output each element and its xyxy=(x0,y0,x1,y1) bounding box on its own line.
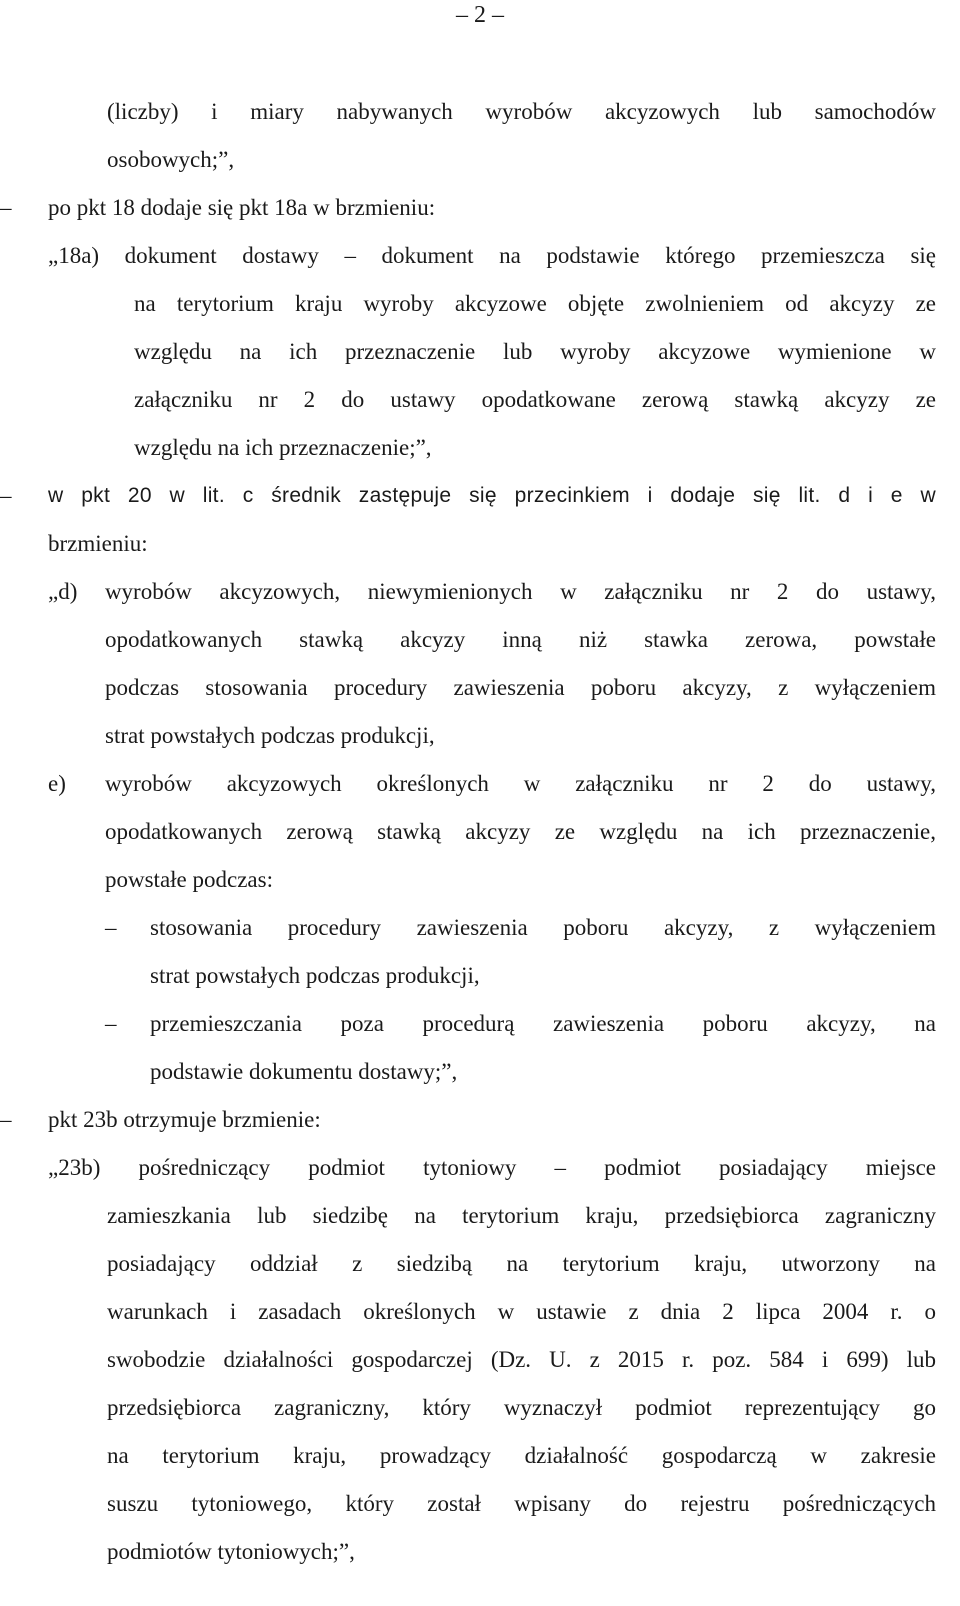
text-line: „23b) pośredniczący podmiot tytoniowy – podmiot posiadający miejsce xyxy=(48,1155,936,1180)
text-line: strat powstałych podczas produkcji, xyxy=(105,723,435,748)
text-line: zamieszkania lub siedzibę na terytorium kraju, przedsiębiorca zagraniczny xyxy=(107,1203,936,1228)
text-line: w pkt 20 w lit. c średnik zastępuje się przecinkiem i dodaje się lit. d i e w xyxy=(48,484,936,507)
text-line: załączniku nr 2 do ustawy opodatkowane zerową stawką akcyzy ze xyxy=(134,387,936,412)
text-line: względu na ich przeznaczenie;”, xyxy=(134,435,432,460)
list-dash: – xyxy=(0,483,12,508)
text-line: stosowania procedury zawieszenia poboru akcyzy, z wyłączeniem xyxy=(150,915,936,940)
list-marker: e) xyxy=(48,771,66,796)
text-line: pkt 23b otrzymuje brzmienie: xyxy=(48,1107,321,1132)
text-line: „18a) dokument dostawy – dokument na podstawie którego przemieszcza się xyxy=(48,243,936,268)
text-line: osobowych;”, xyxy=(107,147,235,172)
text-line: przedsiębiorca zagraniczny, który wyznaczył podmiot reprezentujący go xyxy=(107,1395,936,1420)
text-line: posiadający oddział z siedzibą na terytorium kraju, utworzony na xyxy=(107,1251,936,1276)
text-line: względu na ich przeznaczenie lub wyroby akcyzowe wymienione w xyxy=(134,339,936,364)
text-line: na terytorium kraju, prowadzący działalność gospodarczą w zakresie xyxy=(107,1443,936,1468)
text-line: na terytorium kraju wyroby akcyzowe objęte zwolnieniem od akcyzy ze xyxy=(134,291,936,316)
list-dash: – xyxy=(0,1107,12,1132)
text-line: podmiotów tytoniowych;”, xyxy=(107,1539,355,1564)
list-dash: – xyxy=(0,195,12,220)
text-line: warunkach i zasadach określonych w ustawie z dnia 2 lipca 2004 r. o xyxy=(107,1299,936,1324)
text-line: suszu tytoniowego, który został wpisany do rejestru pośredniczących xyxy=(107,1491,936,1516)
page-number: – 2 – xyxy=(456,2,504,28)
text-line: opodatkowanych stawką akcyzy inną niż stawka zerowa, powstałe xyxy=(105,627,936,652)
text-line: swobodzie działalności gospodarczej (Dz. U. z 2015 r. poz. 584 i 699) lub xyxy=(107,1347,936,1372)
text-line: podstawie dokumentu dostawy;”, xyxy=(150,1059,458,1084)
list-dash: – xyxy=(105,915,117,940)
text-line: strat powstałych podczas produkcji, xyxy=(150,963,480,988)
text-line: przemieszczania poza procedurą zawieszenia poboru akcyzy, na xyxy=(150,1011,936,1036)
text-line: powstałe podczas: xyxy=(105,867,273,892)
text-line: podczas stosowania procedury zawieszenia poboru akcyzy, z wyłączeniem xyxy=(105,675,936,700)
text-line: (liczby) i miary nabywanych wyrobów akcyzowych lub samochodów xyxy=(107,99,936,124)
text-line: opodatkowanych zerową stawką akcyzy ze względu na ich przeznaczenie, xyxy=(105,819,936,844)
text-line: „d) wyrobów akcyzowych, niewymienionych w załączniku nr 2 do ustawy, xyxy=(48,579,936,604)
list-dash: – xyxy=(105,1011,117,1036)
text-line: wyrobów akcyzowych określonych w załączniku nr 2 do ustawy, xyxy=(105,771,936,796)
text-line: brzmieniu: xyxy=(48,531,148,556)
text-line: po pkt 18 dodaje się pkt 18a w brzmieniu: xyxy=(48,195,436,220)
